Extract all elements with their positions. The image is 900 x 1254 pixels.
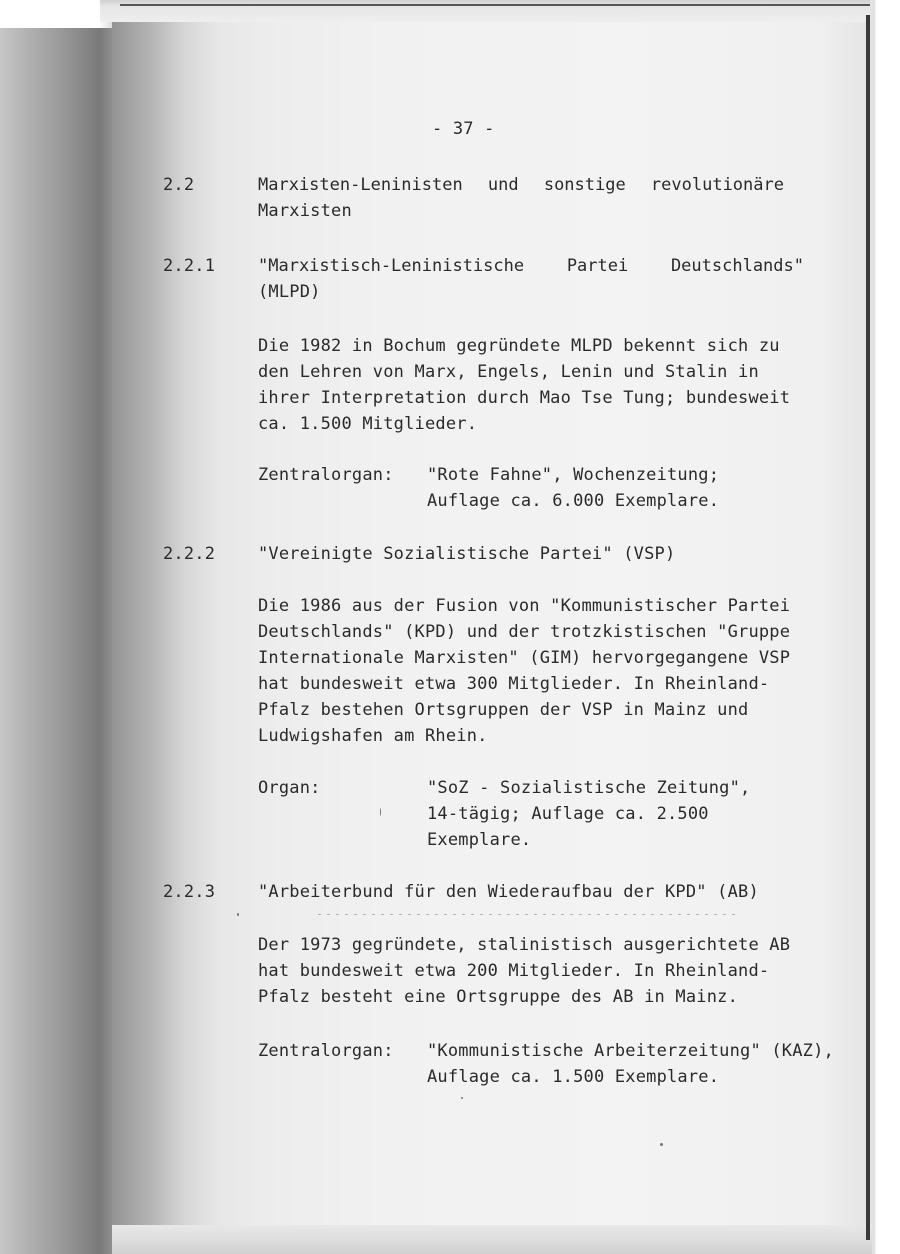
scan-speck [380, 808, 381, 816]
scan-dust [318, 914, 738, 915]
section-number: 2.2.1 [163, 256, 216, 276]
bottom-edge [112, 1225, 872, 1254]
body-line: Die 1982 in Bochum gegründete MLPD bekennt sich zu [258, 336, 780, 356]
binding-shadow [0, 0, 112, 1254]
section-heading-cont: Marxisten [258, 201, 352, 221]
scan-speck [660, 1143, 663, 1146]
body-line: ca. 1.500 Mitglieder. [258, 414, 478, 434]
body-line: hat bundesweit etwa 300 Mitglieder. In Rheinland- [258, 674, 770, 694]
organ-label: Organ: [258, 778, 321, 798]
organ-line: Auflage ca. 6.000 Exemplare. [427, 491, 720, 511]
organ-label: Zentralorgan: [258, 1041, 394, 1061]
section-heading [258, 172, 784, 198]
body-line: Internationale Marxisten" (GIM) hervorgegangene VSP [258, 648, 791, 668]
section-heading-cont: (MLPD) [258, 282, 321, 302]
heading-word: Deutschlands" [670, 256, 804, 276]
section-heading: "Vereinigte Sozialistische Partei" (VSP) [258, 544, 676, 564]
heading-word: Partei [566, 256, 629, 276]
body-line: Pfalz besteht eine Ortsgruppe des AB in Mainz. [258, 987, 739, 1007]
page-number: - 37 - [432, 119, 495, 139]
body-line: Pfalz bestehen Ortsgruppen der VSP in Mainz und [258, 700, 749, 720]
section-heading: "Arbeiterbund für den Wiederaufbau der KPD" (AB) [258, 882, 759, 902]
organ-line: 14-tägig; Auflage ca. 2.500 [427, 804, 709, 824]
organ-line: Exemplare. [427, 830, 532, 850]
heading-word: sonstige [543, 175, 626, 195]
body-line: hat bundesweit etwa 200 Mitglieder. In Rheinland- [258, 961, 770, 981]
organ-line: Auflage ca. 1.500 Exemplare. [427, 1067, 720, 1087]
heading-word: revolutionäre [650, 175, 784, 195]
body-line: Deutschlands" (KPD) und der trotzkistischen "Gruppe [258, 622, 791, 642]
right-edge [866, 15, 870, 1240]
heading-word: und [487, 175, 519, 195]
organ-line: "Kommunistische Arbeiterzeitung" (KAZ), [427, 1041, 834, 1061]
organ-line: "Rote Fahne", Wochenzeitung; [427, 465, 720, 485]
section-number: 2.2.3 [163, 882, 216, 902]
organ-label: Zentralorgan: [258, 465, 394, 485]
body-line: Der 1973 gegründete, stalinistisch ausgerichtete AB [258, 935, 791, 955]
top-edge-line [120, 4, 870, 6]
scan-speck [237, 913, 239, 916]
page-corner [0, 0, 112, 28]
scan-speck [461, 1097, 463, 1099]
section-number: 2.2 [163, 175, 195, 195]
heading-word: "Marxistisch-Leninistische [258, 256, 525, 276]
heading-word: Marxisten-Leninisten [258, 175, 463, 195]
body-line: ihrer Interpretation durch Mao Tse Tung; bundesweit [258, 388, 791, 408]
section-number: 2.2.2 [163, 544, 216, 564]
body-line: Die 1986 aus der Fusion von "Kommunistischer Partei [258, 596, 791, 616]
section-heading [258, 253, 804, 279]
body-line: Ludwigshafen am Rhein. [258, 726, 488, 746]
body-line: den Lehren von Marx, Engels, Lenin und Stalin in [258, 362, 759, 382]
organ-line: "SoZ - Sozialistische Zeitung", [427, 778, 751, 798]
